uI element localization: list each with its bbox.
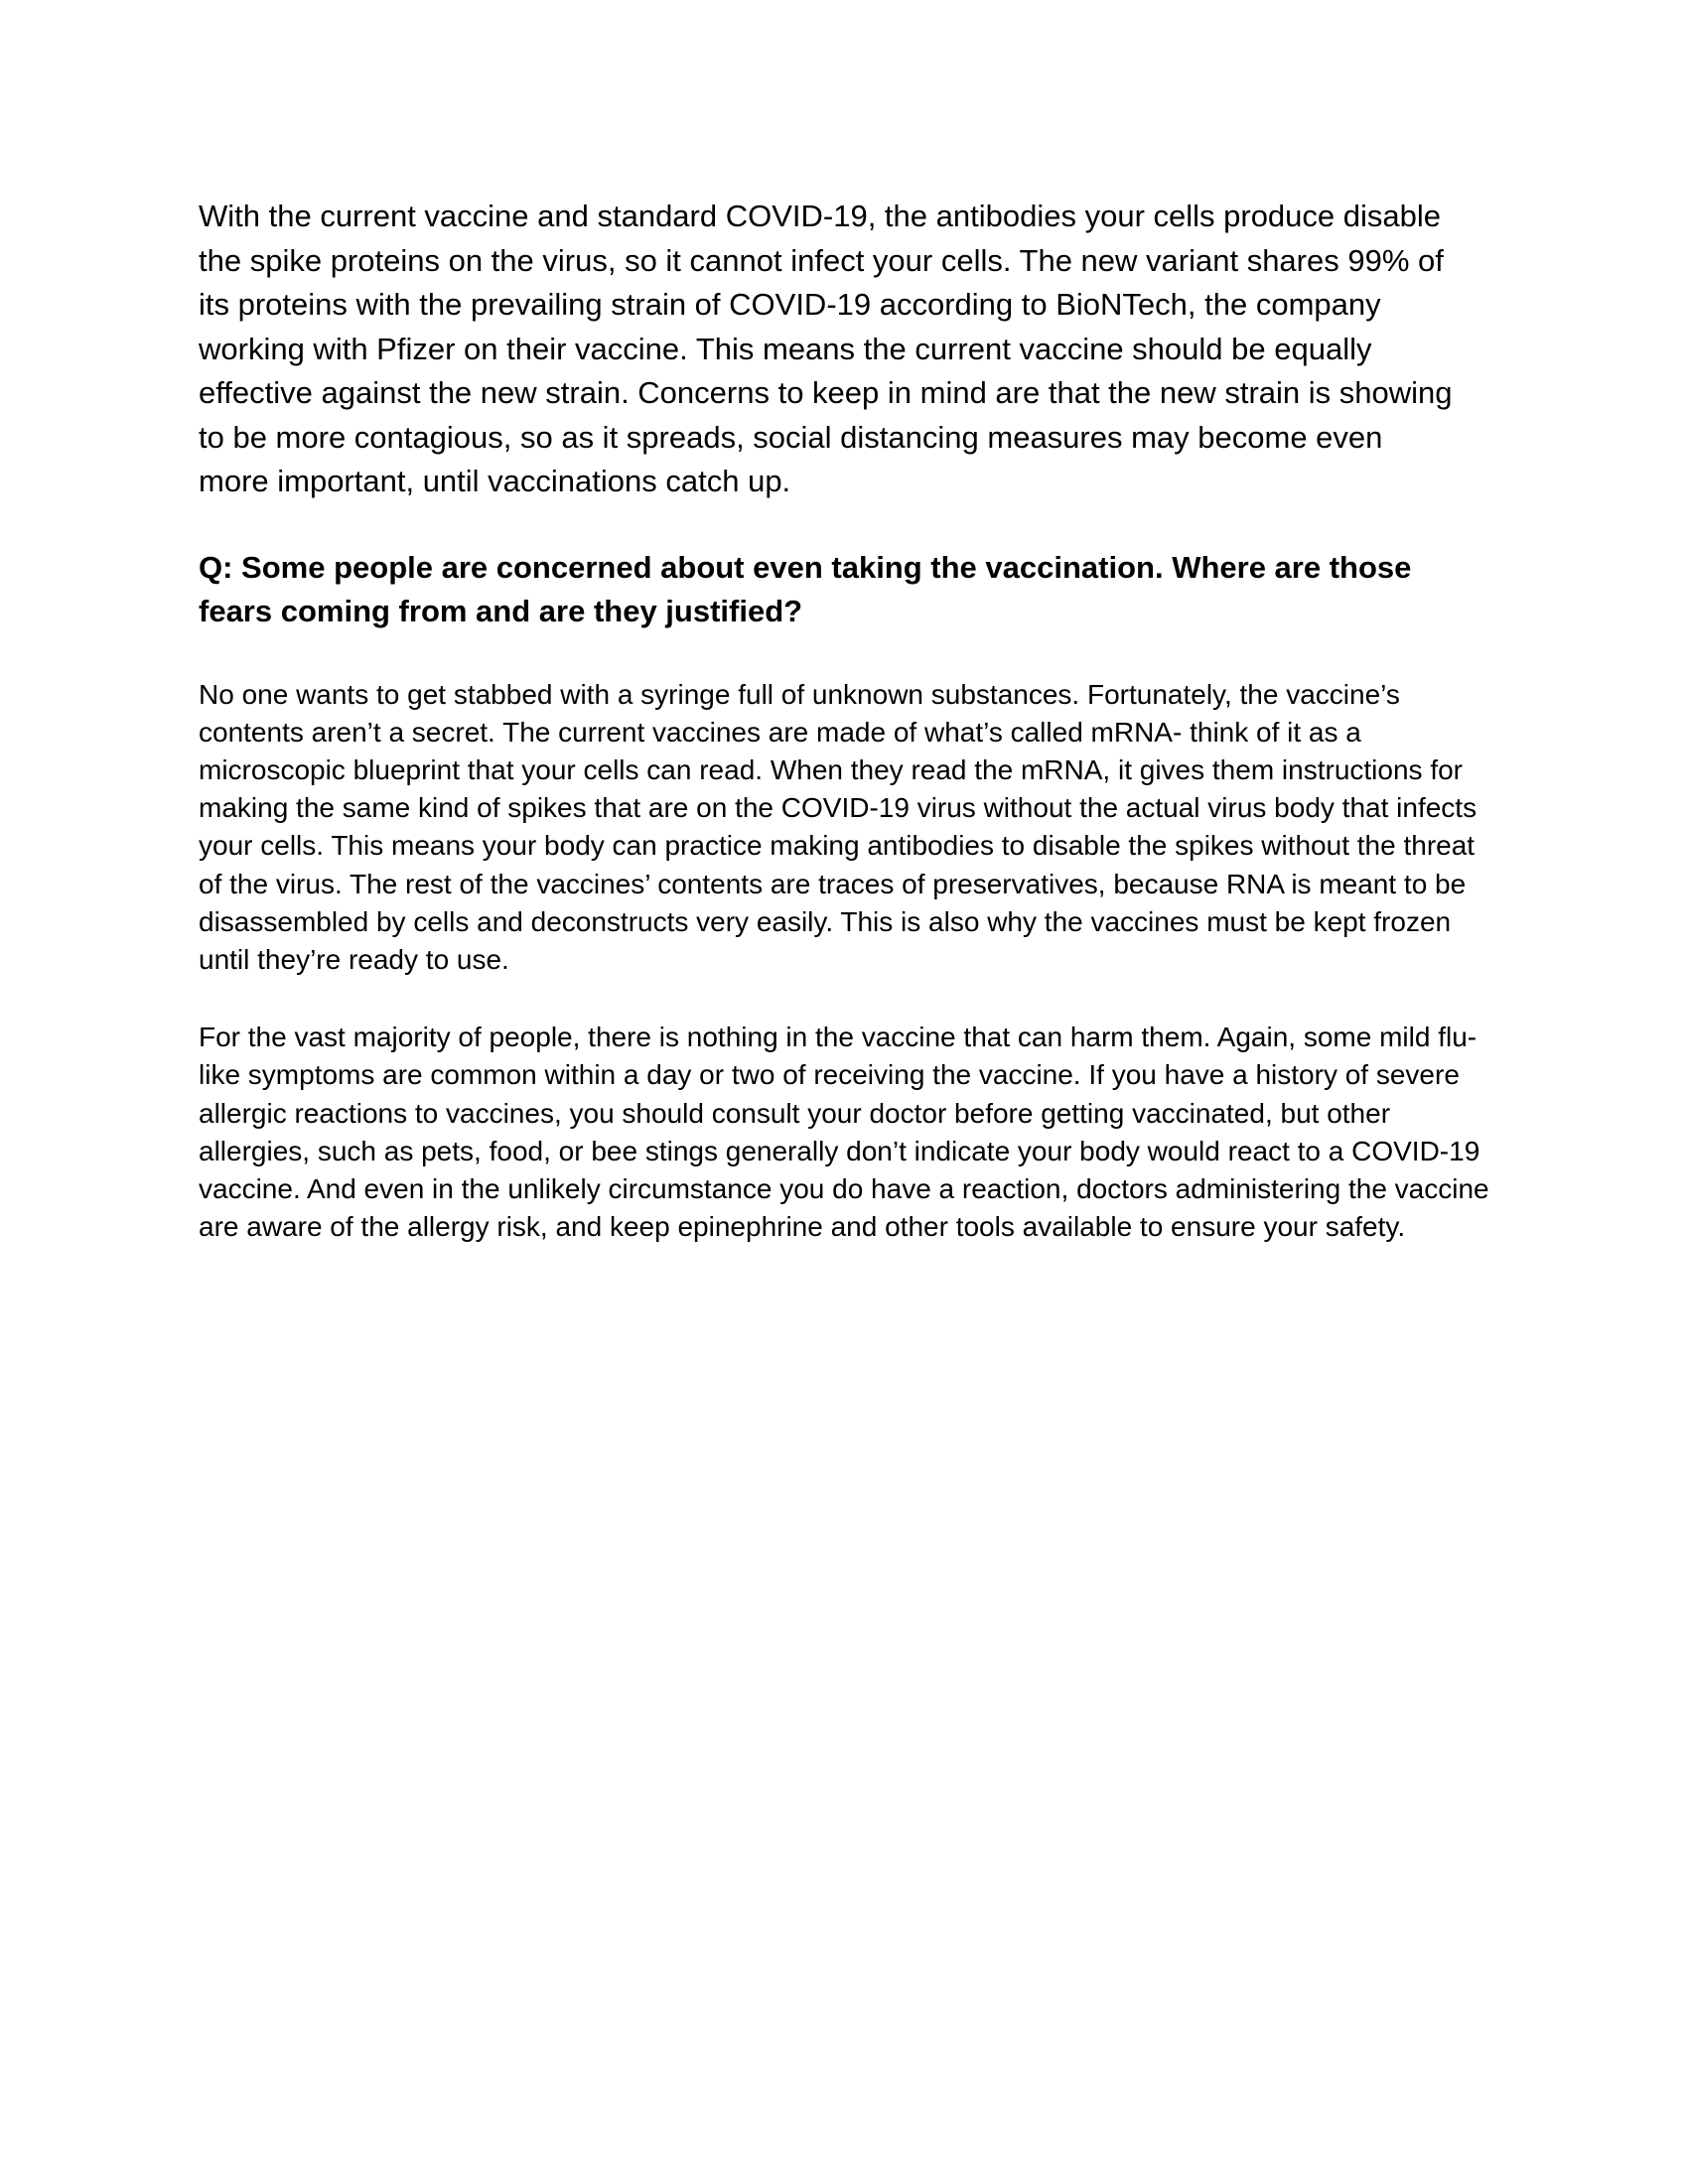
question-heading: Q: Some people are concerned about even taking the vaccination. Where are those fears coming from and are they justified? (199, 549, 1412, 628)
intro-paragraph: With the current vaccine and standard COVID-19, the antibodies your cells produce disable the spike proteins on the virus, so it cannot infect your cells. The new variant shares 99% of its proteins with the prevailing strain of COVID-19 according to BioNTech, the company working with Pfizer on their vaccine. This means the current vaccine should be equally effective against the new strain. Concerns to keep in mind are that the new strain is showing to be more contagious, so as it spreads, social distancing measures may become even more important, until vaccinations catch up. (199, 199, 1453, 498)
answer-paragraph-2: For the vast majority of people, there is nothing in the vaccine that can harm them. Again, some mild flu-like symptoms are common within a day or two of receiving the vaccine. If you have a history of severe allergic reactions to vaccines, you should consult your doctor before getting vaccinated, but other allergies, such as pets, food, or bee stings generally don’t indicate your body would react to a COVID-19 vaccine. And even in the unlikely circumstance you do have a reaction, doctors administering the vaccine are aware of the allergy risk, and keep epinephrine and other tools available to ensure your safety. (199, 1022, 1489, 1243)
document-content (199, 195, 1499, 1246)
answer-paragraph-1: No one wants to get stabbed with a syringe full of unknown substances. Fortunately, the vaccine’s contents aren’t a secret. The current vaccines are made of what’s called mRNA- think of it as a microscopic blueprint that your cells can read. When they read the mRNA, it gives them instructions for making the same kind of spikes that are on the COVID-19 virus without the actual virus body that infects your cells. This means your body can practice making antibodies to disable the spikes without the threat of the virus. The rest of the vaccines’ contents are traces of preservatives, because RNA is meant to be disassembled by cells and deconstructs very easily. This is also why the vaccines must be kept frozen until they’re ready to use. (199, 678, 1477, 975)
